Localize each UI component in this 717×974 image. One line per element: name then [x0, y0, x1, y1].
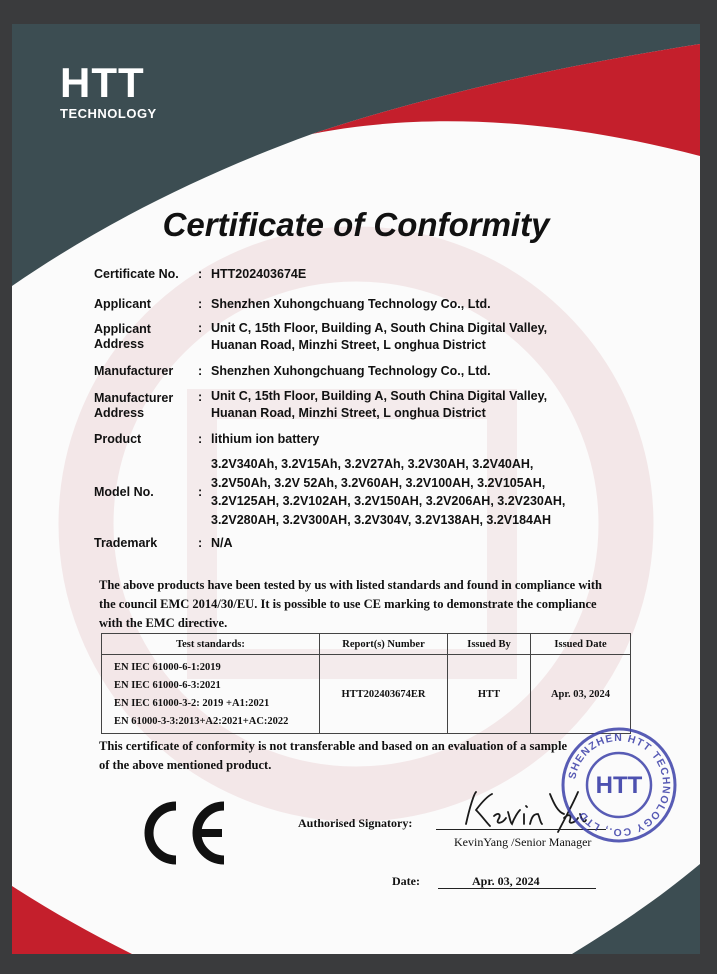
issued-date-cell: Apr. 03, 2024	[531, 655, 631, 734]
header-report-number: Report(s) Number	[320, 634, 448, 655]
label-line: Address	[94, 406, 145, 420]
svg-text:SHENZHEN HTT TECHNOLOGY CO., L: SHENZHEN HTT TECHNOLOGY CO., LTD	[566, 731, 673, 839]
standard-item: EN IEC 61000-6-3:2021	[114, 680, 221, 691]
label-line: Manufacturer	[94, 391, 174, 405]
table-row	[102, 655, 631, 734]
colon: :	[198, 297, 203, 311]
colon: :	[198, 364, 203, 378]
statement-line: the council EMC 2014/30/EU. It is possible to use CE marking to demonstrate the compliance	[99, 597, 597, 611]
brand-subtitle: TECHNOLOGY	[60, 106, 157, 121]
certificate-sheet	[12, 24, 700, 954]
applicant-label: Applicant	[94, 297, 151, 311]
date-line	[438, 888, 596, 889]
header-issued-by: Issued By	[448, 634, 531, 655]
signatory-name-title: KevinYang /Senior Manager	[454, 835, 592, 849]
label-line: Address	[94, 337, 145, 351]
date-label: Date:	[392, 874, 420, 888]
statement-line: with the EMC directive.	[99, 616, 228, 630]
brand-name: HTT	[60, 59, 145, 106]
corner-sweep-dark-bottom	[572, 864, 700, 954]
product-label: Product	[94, 432, 142, 446]
manufacturer-address-value	[211, 388, 547, 422]
report-number-cell: HTT202403674ER	[320, 655, 448, 734]
colon: :	[198, 432, 203, 446]
disclaimer-line: of the above mentioned product.	[99, 758, 272, 772]
trademark-value: N/A	[211, 536, 233, 550]
standards-cell	[102, 655, 320, 734]
colon: :	[198, 536, 203, 550]
applicant-value: Shenzhen Xuhongchuang Technology Co., Ltd.	[211, 297, 491, 311]
model-line: 3.2V125AH, 3.2V102AH, 3.2V150AH, 3.2V206AH, 3.2V230AH,	[211, 494, 566, 508]
trademark-label: Trademark	[94, 536, 158, 550]
ce-mark-icon	[136, 800, 232, 866]
colon: :	[198, 267, 203, 281]
issued-by-cell: HTT	[448, 655, 531, 734]
disclaimer	[99, 737, 639, 775]
signatory-label: Authorised Signatory:	[298, 816, 413, 830]
model-no-value	[211, 455, 565, 529]
model-no-label: Model No.	[94, 485, 154, 499]
model-line: 3.2V340Ah, 3.2V15Ah, 3.2V27Ah, 3.2V30AH, 3.2V40AH,	[211, 457, 534, 471]
manufacturer-label: Manufacturer	[94, 364, 174, 378]
colon: :	[198, 390, 203, 404]
date-value: Apr. 03, 2024	[472, 874, 540, 888]
disclaimer-line: This certificate of conformity is not transferable and based on an evaluation of a sample	[99, 739, 568, 753]
address-line: Unit C, 15th Floor, Building A, South China Digital Valley,	[211, 389, 548, 403]
compliance-statement	[99, 576, 639, 633]
model-line: 3.2V280AH, 3.2V300AH, 3.2V304V, 3.2V138AH, 3.2V184AH	[211, 512, 552, 527]
manufacturer-value: Shenzhen Xuhongchuang Technology Co., Ltd.	[211, 364, 491, 378]
address-line: Huanan Road, Minzhi Street, L onghua District	[211, 406, 486, 420]
header-issued-date: Issued Date	[531, 634, 631, 655]
table-header-row	[102, 634, 631, 655]
header-test-standards: Test standards:	[102, 634, 320, 655]
test-standards-table	[101, 633, 631, 734]
model-line: 3.2V50Ah, 3.2V 52Ah, 3.2V60AH, 3.2V100AH, 3.2V105AH,	[211, 475, 546, 490]
product-value: lithium ion battery	[211, 432, 320, 446]
standard-item: EN IEC 61000-3-2: 2019 +A1:2021	[114, 698, 270, 709]
statement-line: The above products have been tested by us with listed standards and found in compliance with	[99, 578, 602, 592]
certificate-no-label: Certificate No.	[94, 267, 179, 281]
applicant-address-value	[211, 320, 547, 354]
manufacturer-address-label	[94, 391, 173, 421]
standard-item: EN 61000-3-3:2013+A2:2021+AC:2022	[114, 716, 289, 727]
svg-text:HTT: HTT	[595, 772, 643, 799]
colon: :	[198, 321, 203, 335]
standard-item: EN IEC 61000-6-1:2019	[114, 662, 221, 673]
corner-sweep-red-bottom	[12, 886, 132, 954]
applicant-address-label	[94, 322, 151, 352]
certificate-title: Certificate of Conformity	[162, 206, 550, 243]
brand-logo	[60, 59, 157, 121]
company-seal-stamp	[560, 726, 678, 844]
address-line: Huanan Road, Minzhi Street, L onghua District	[211, 338, 486, 352]
address-line: Unit C, 15th Floor, Building A, South China Digital Valley,	[211, 321, 548, 335]
label-line: Applicant	[94, 322, 151, 336]
colon: :	[198, 485, 203, 499]
certificate-no-value: HTT202403674E	[211, 267, 307, 281]
